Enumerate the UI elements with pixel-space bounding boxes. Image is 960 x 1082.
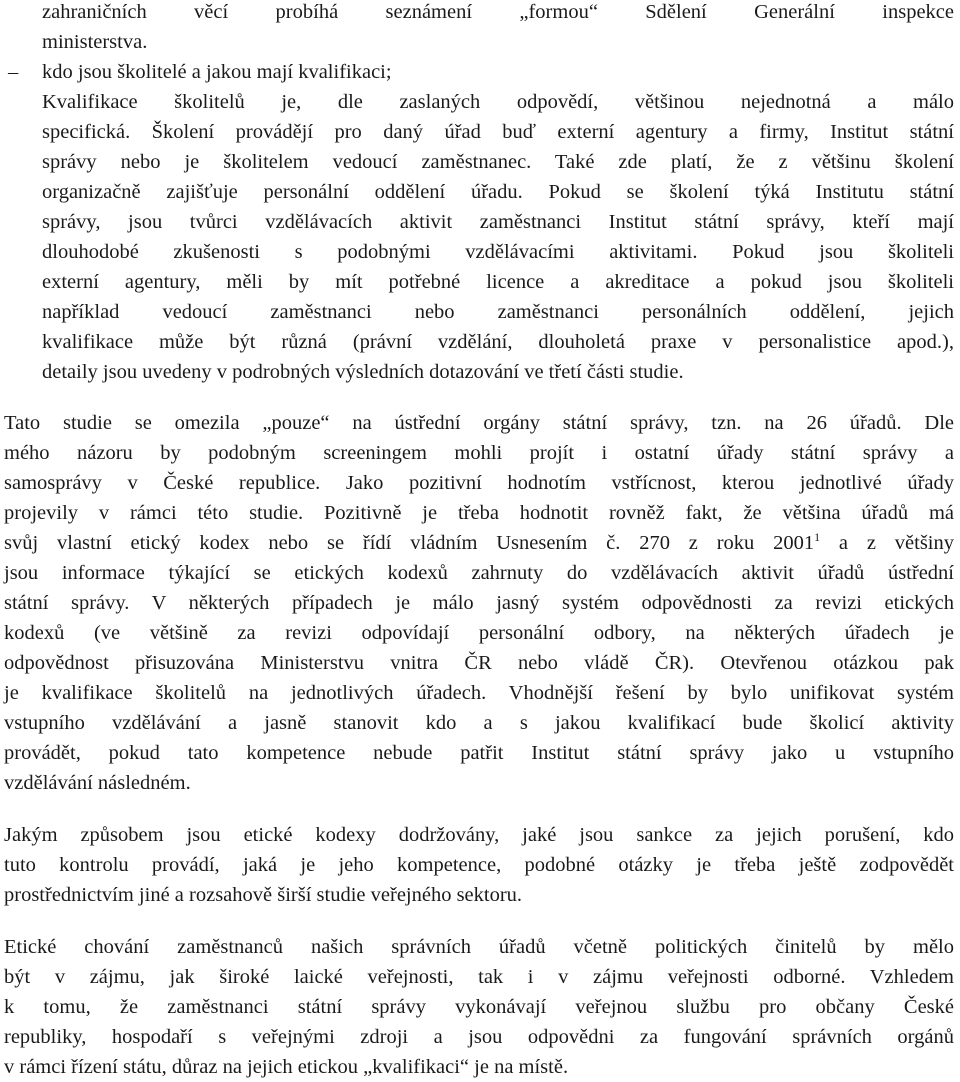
text-line: v rámci řízení státu, důraz na jejich etickou „kvalifikaci“ je na místě. (4, 1056, 569, 1078)
footnote-reference[interactable]: 1 (814, 530, 821, 544)
dash-bullet: – (8, 61, 19, 83)
text-line: Kvalifikace školitelů je, dle zaslaných odpovědí, většinou nejednotná a málo (42, 91, 954, 113)
paragraph-code-enforcement (0, 820, 960, 910)
text-line: prostřednictvím jiné a rozsahově širší studie veřejného sektoru. (4, 884, 523, 906)
text-segment: svůj vlastní etický kodex nebo se řídí vládním Usnesením č. 270 z roku 2001 (4, 532, 815, 554)
text-line: je kvalifikace školitelů na jednotlivých úřadech. Vhodnější řešení by bylo unifikovat systém (4, 682, 954, 704)
text-line: kodexů (ve většině za revizi odpovídají personální odbory, na některých úřadech je (4, 622, 954, 644)
text-line: projevily v rámci této studie. Pozitivně je třeba hodnotit rovněž fakt, že většina úřadů má (4, 502, 954, 524)
text-line: kvalifikace může být různá (právní vzdělání, dlouholetá praxe v personalistice apod.), (42, 331, 954, 353)
text-line: být v zájmu, jak široké laické veřejnosti, tak i v zájmu veřejnosti odborné. Vzhledem (4, 966, 954, 988)
text-line: státní správy. V některých případech je málo jasný systém odpovědnosti za revizi etických (4, 592, 954, 614)
text-segment: a z většiny (820, 532, 954, 554)
text-line: mého názoru by podobným screeningem mohli projít i ostatní úřady státní správy a (4, 442, 954, 464)
paragraph-study-scope (0, 408, 960, 798)
text-line: Etické chování zaměstnanců našich správních úřadů včetně politických činitelů by mělo (4, 936, 954, 958)
text-line: detaily jsou uvedeny v podrobných výsledních dotazování ve třetí části studie. (42, 361, 684, 383)
text-line: ministerstva. (42, 31, 148, 53)
text-line: vzdělávání následném. (4, 772, 191, 794)
bullet-item-trainers (0, 57, 960, 387)
paragraph-ethical-conduct (0, 932, 960, 1082)
text-line-with-footnote (4, 528, 954, 558)
bullet-heading: kdo jsou školitelé a jakou mají kvalifikaci; (42, 61, 392, 83)
text-line: tuto kontrolu provádí, jaká je jeho kompetence, podobné otázky je třeba ještě zodpovědět (4, 854, 954, 876)
text-line: provádět, pokud tato kompetence nebude patřit Institut státní správy jako u vstupního (4, 742, 954, 764)
text-line: správy, jsou tvůrci vzdělávacích aktivit zaměstnanci Institut státní správy, kteří mají (42, 211, 954, 233)
text-line: Jakým způsobem jsou etické kodexy dodržovány, jaké jsou sankce za jejich porušení, kdo (4, 824, 954, 846)
text-line: k tomu, že zaměstnanci státní správy vykonávají veřejnou službu pro občany České (4, 996, 954, 1018)
text-line: vstupního vzdělávání a jasně stanovit kdo a s jakou kvalifikací bude školicí aktivity (4, 712, 954, 734)
text-line: externí agentury, měli by mít potřebné licence a akreditace a pokud jsou školiteli (42, 271, 954, 293)
text-line: samosprávy v České republice. Jako pozitivní hodnotím vstřícnost, kterou jednotlivé úřady (4, 472, 954, 494)
text-line: Tato studie se omezila „pouze“ na ústřední orgány státní správy, tzn. na 26 úřadů. Dle (4, 412, 954, 434)
intro-text (0, 0, 960, 57)
text-line: správy nebo je školitelem vedoucí zaměstnanec. Také zde platí, že z většinu školení (42, 151, 954, 173)
text-line: organizačně zajišťuje personální oddělení úřadu. Pokud se školení týká Institutu státní (42, 181, 954, 203)
text-line: zahraničních věcí probíhá seznámení „formou“ Sdělení Generální inspekce (42, 1, 954, 23)
text-line: například vedoucí zaměstnanci nebo zaměstnanci personálních oddělení, jejich (42, 301, 954, 323)
text-line: jsou informace týkající se etických kodexů zahrnuty do vzdělávacích aktivit úřadů ústřední (4, 562, 954, 584)
text-line: specifická. Školení provádějí pro daný úřad buď externí agentury a firmy, Institut státní (42, 121, 954, 143)
text-line: republiky, hospodaří s veřejnými zdroji a jsou odpovědni za fungování správních orgánů (4, 1026, 954, 1048)
text-line: odpovědnost přisuzována Ministerstvu vnitra ČR nebo vládě ČR). Otevřenou otázkou pak (4, 652, 954, 674)
text-line: dlouhodobé zkušenosti s podobnými vzdělávacími aktivitami. Pokud jsou školiteli (42, 241, 954, 263)
